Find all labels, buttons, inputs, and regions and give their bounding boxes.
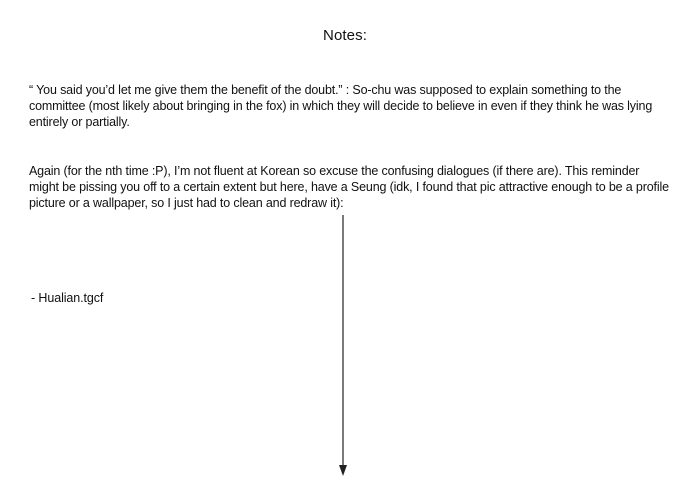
page-title: Notes: bbox=[323, 27, 367, 44]
arrow-head bbox=[339, 465, 347, 476]
author-signature: - Hualian.tgcf bbox=[31, 291, 104, 305]
down-arrow-icon bbox=[334, 215, 354, 477]
note-paragraph-1: “ You said you’d let me give them the benefit of the doubt.” : So-chu was supposed to explain something to the committee (most likely about bringing in the fox) in which they will decide to believe in even if they think he was lying entirely or partially. bbox=[29, 83, 653, 129]
note-paragraph-2: Again (for the nth time :P), I’m not fluent at Korean so excuse the confusing dialogues (if there are). This reminder might be pissing you off to a certain extent but here, have a Seung (idk, I found that pic attractive enough to be a profile picture or a wallpaper, so I just had to clean and redraw it): bbox=[29, 164, 669, 210]
